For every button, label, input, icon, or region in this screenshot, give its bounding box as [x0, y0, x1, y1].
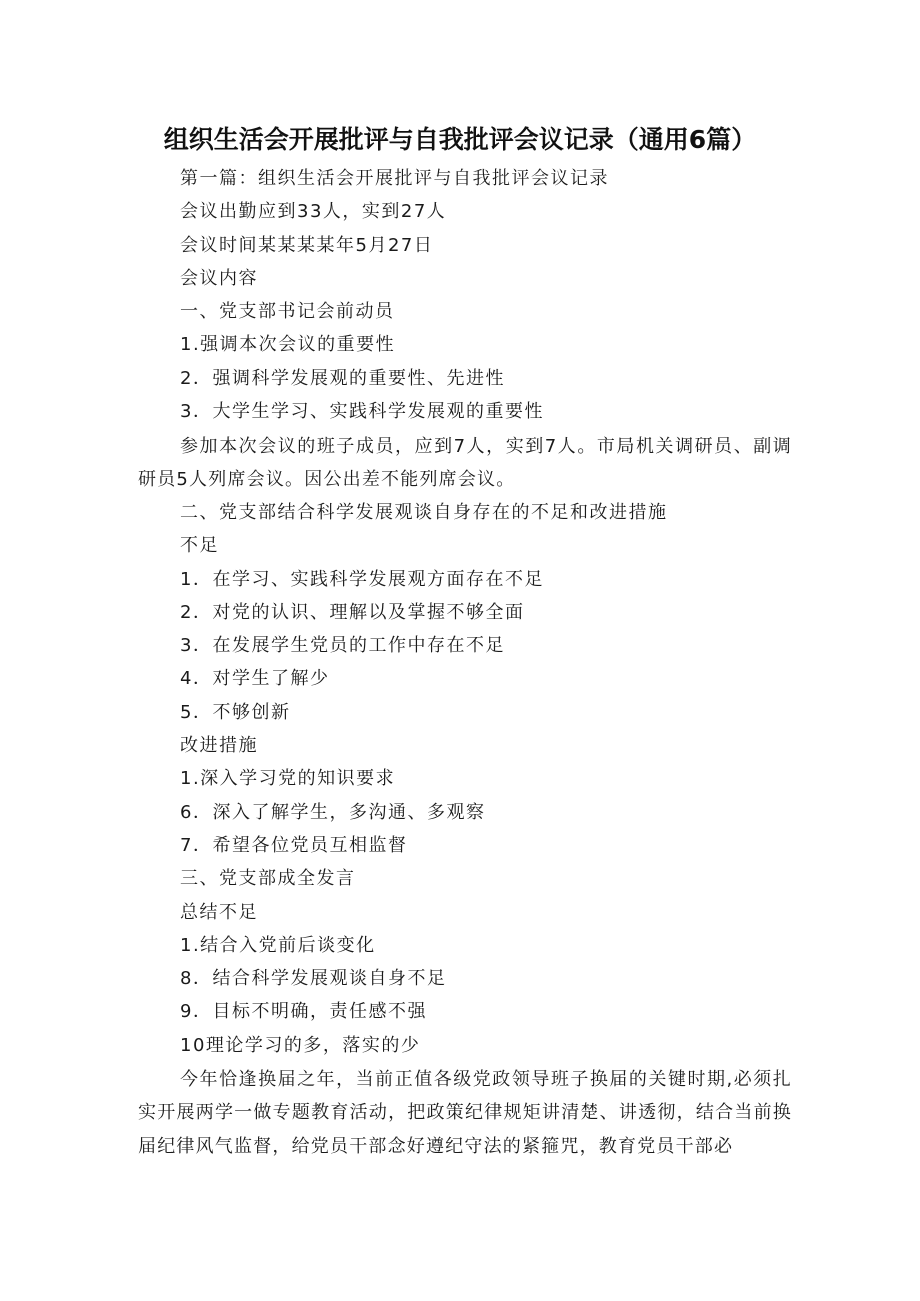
subheading: 总结不足 — [180, 901, 258, 923]
list-item: 1.深入学习党的知识要求 — [180, 768, 396, 790]
text-line: 第一篇：组织生活会开展批评与自我批评会议记录 — [180, 168, 609, 189]
list-item: 3．在发展学生党员的工作中存在不足 — [180, 635, 505, 657]
closing-paragraph: 今年恰逢换届之年，当前正值各级党政领导班子换届的关键时期,必须扎实开展两学一做专题教育活动，把政策纪律规矩讲清楚、讲透彻，结合当前换届纪律风气监督，给党员干部念好遵纪守法的紧箍咒，教育党员干部必 — [138, 1069, 792, 1157]
list-item: 9．目标不明确，责任感不强 — [180, 1001, 427, 1023]
list-item: 6．深入了解学生，多沟通、多观察 — [180, 801, 486, 823]
text-line: 会议时间某某某某年5月27日 — [180, 234, 434, 256]
attendance-paragraph: 参加本次会议的班子成员，应到7人，实到7人。市局机关调研员、副调研员5人列席会议。因公出差不能列席会议。 — [138, 436, 792, 491]
list-item: 10理论学习的多，落实的少 — [180, 1034, 421, 1056]
list-item: 2．强调科学发展观的重要性、先进性 — [180, 367, 505, 389]
list-item: 2．对党的认识、理解以及掌握不够全面 — [180, 601, 525, 623]
document-title: 组织生活会开展批评与自我批评会议记录（通用6篇） — [163, 125, 757, 154]
list-item: 1．在学习、实践科学发展观方面存在不足 — [180, 568, 544, 590]
text-line: 会议内容 — [180, 267, 258, 289]
document-body-continued — [0, 496, 920, 1062]
list-item: 7．希望各位党员互相监督 — [180, 834, 408, 856]
list-item: 5．不够创新 — [180, 701, 291, 723]
list-item: 1.强调本次会议的重要性 — [180, 334, 396, 356]
subheading: 改进措施 — [180, 735, 258, 757]
text-line: 会议出勤应到33人，实到27人 — [180, 201, 447, 223]
document-body — [0, 162, 920, 428]
list-item: 4．对学生了解少 — [180, 668, 330, 690]
section-heading: 一、党支部书记会前动员 — [180, 301, 395, 323]
list-item: 3．大学生学习、实践科学发展观的重要性 — [180, 401, 544, 423]
section-heading: 三、党支部成全发言 — [180, 868, 356, 890]
list-item: 8．结合科学发展观谈自身不足 — [180, 968, 447, 990]
subheading: 不足 — [180, 535, 219, 557]
list-item: 1.结合入党前后谈变化 — [180, 934, 376, 956]
section-heading: 二、党支部结合科学发展观谈自身存在的不足和改进措施 — [180, 502, 668, 523]
